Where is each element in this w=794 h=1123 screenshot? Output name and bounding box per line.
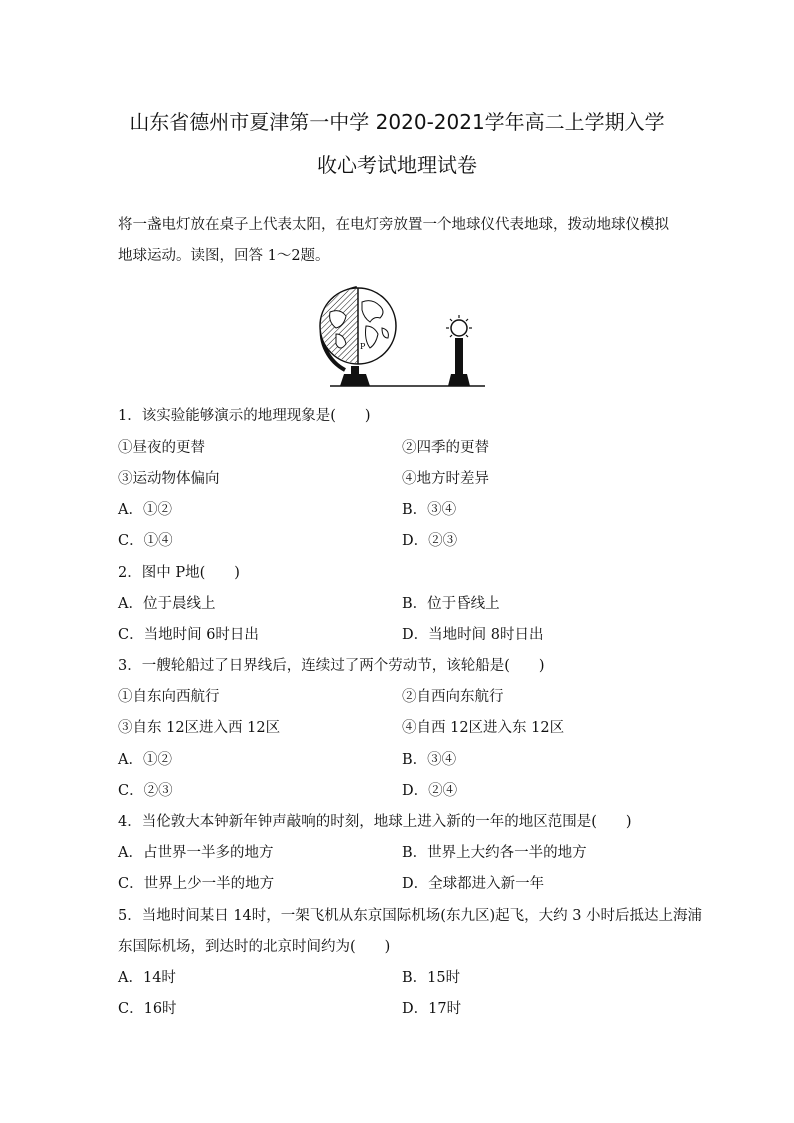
page-title-line1: 山东省德州市夏津第一中学 2020-2021学年高二上学期入学 [129,110,665,134]
question-5-option-d: D．17时 [402,1001,462,1017]
question-2-option-a: A．位于晨线上 [118,596,216,612]
question-5-option-b: B．15时 [402,970,461,986]
question-4-option-a: A．占世界一半多的地方 [118,845,274,861]
question-2-option-c: C．当地时间 6时日出 [118,627,259,643]
question-2-stem: 2．图中 P地( ) [118,565,240,581]
question-3-option-b: B．③④ [402,752,457,768]
question-3-item-1: ①自东向西航行 [118,689,220,705]
question-4-option-d: D．全球都进入新一年 [402,876,545,892]
question-1-option-c: C．①④ [118,533,173,549]
question-5-stem-line1: 5．当地时间某日 14时，一架飞机从东京国际机场(东九区)起飞，大约 3 小时后抵达上海浦 [118,908,703,924]
question-5-option-a: A．14时 [118,970,176,986]
globe-lamp-figure [300,282,500,392]
question-1-option-d: D．②③ [402,533,458,549]
question-4-option-c: C．世界上少一半的地方 [118,876,275,892]
question-1-stem: 1．该实验能够演示的地理现象是( ) [118,408,371,424]
question-4-option-b: B．世界上大约各一半的地方 [402,845,587,861]
question-3-item-4: ④自西 12区进入东 12区 [402,720,565,736]
question-5-stem-line2: 东国际机场，到达时的北京时间约为( ) [118,939,391,955]
question-3-stem: 3．一艘轮船过了日界线后，连续过了两个劳动节，该轮船是( ) [118,658,545,674]
question-3-option-a: A．①② [118,752,172,768]
question-5-option-c: C．16时 [118,1001,177,1017]
point-p-label: P [360,342,366,351]
intro-paragraph: 将一盏电灯放在桌子上代表太阳，在电灯旁放置一个地球仪代表地球，拨动地球仪模拟地球运动。读图，回答 1～2题。 [118,217,669,264]
question-1-item-4: ④地方时差异 [402,471,489,487]
question-3-option-c: C．②③ [118,783,173,799]
page-title-line2: 收心考试地理试卷 [317,153,477,177]
question-3-option-d: D．②④ [402,783,458,799]
question-1-option-b: B．③④ [402,502,457,518]
question-1-option-a: A．①② [118,502,172,518]
question-4-stem: 4．当伦敦大本钟新年钟声敲响的时刻，地球上进入新的一年的地区范围是( ) [118,814,632,830]
question-3-item-2: ②自西向东航行 [402,689,504,705]
question-2-option-b: B．位于昏线上 [402,596,500,612]
question-3-item-3: ③自东 12区进入西 12区 [118,720,281,736]
question-2-option-d: D．当地时间 8时日出 [402,627,544,643]
question-1-item-3: ③运动物体偏向 [118,471,220,487]
question-1-item-1: ①昼夜的更替 [118,440,205,456]
question-1-item-2: ②四季的更替 [402,440,489,456]
